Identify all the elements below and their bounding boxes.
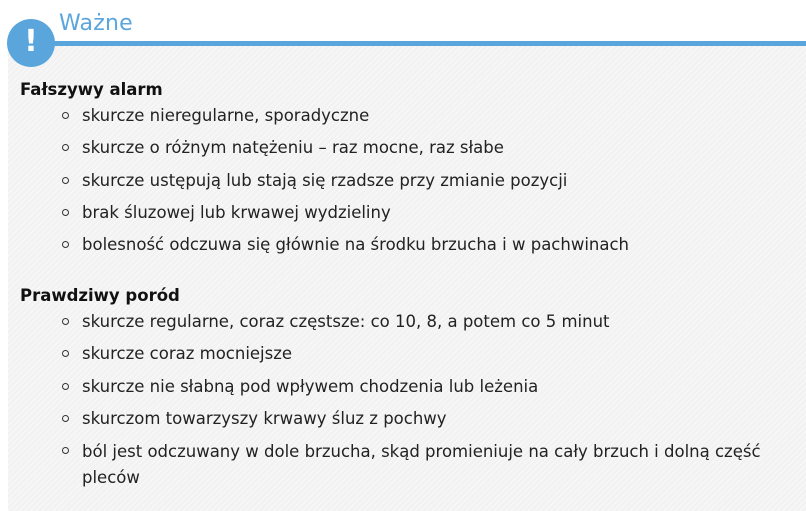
list-item-text: bolesność odczuwa się głównie na środku brzucha i w pachwinach <box>82 235 630 255</box>
real-labor-list <box>8 310 782 493</box>
bullet-icon <box>62 447 69 454</box>
list-item-text: skurcze regularne, coraz częstsze: co 10, 8, a potem co 5 minut <box>82 312 610 331</box>
bullet-icon <box>62 112 69 119</box>
list-item-text: skurcze o różnym natężeniu – raz mocne, raz słabe <box>82 138 504 158</box>
false-alarm-list <box>8 104 782 265</box>
list-item-text: skurcze nie słabną pod wpływem chodzenia lub leżenia <box>82 376 539 396</box>
badge-symbol: ! <box>24 24 38 59</box>
bullet-icon <box>62 350 69 357</box>
list-item <box>8 201 782 233</box>
list-item <box>8 169 782 201</box>
list-item-text: skurcze coraz mocniejsze <box>82 344 293 364</box>
important-header <box>8 8 806 46</box>
list-item-text: skurcze ustępują lub stają się rzadsze przy zmianie pozycji <box>82 170 568 190</box>
exclamation-icon <box>7 19 55 67</box>
bullet-icon <box>62 415 69 422</box>
list-item <box>8 136 782 168</box>
important-box <box>8 8 806 511</box>
list-item-text: skurczom towarzyszy krwawy śluz z pochwy <box>82 408 447 428</box>
bullet-icon <box>62 144 69 151</box>
important-title: Ważne <box>59 11 133 36</box>
list-item-text: ból jest odczuwany w dole brzucha, skąd promieniuje na cały brzuch i dolną część pleców <box>82 442 761 488</box>
list-item-text: brak śluzowej lub krwawej wydzieliny <box>82 202 391 222</box>
section-heading-false-alarm: Fałszywy alarm <box>20 80 163 99</box>
bullet-icon <box>62 209 69 216</box>
list-item <box>8 375 782 407</box>
list-item <box>8 342 782 374</box>
section-heading-real-labor: Prawdziwy poród <box>20 286 180 305</box>
important-content <box>8 46 806 511</box>
list-item <box>8 439 782 493</box>
list-item <box>8 104 782 136</box>
bullet-icon <box>62 177 69 184</box>
list-item <box>8 233 782 265</box>
bullet-icon <box>62 383 69 390</box>
list-item <box>8 407 782 439</box>
list-item <box>8 310 782 342</box>
bullet-icon <box>62 241 69 248</box>
list-item-text: skurcze nieregularne, sporadyczne <box>82 106 370 125</box>
bullet-icon <box>62 318 69 325</box>
